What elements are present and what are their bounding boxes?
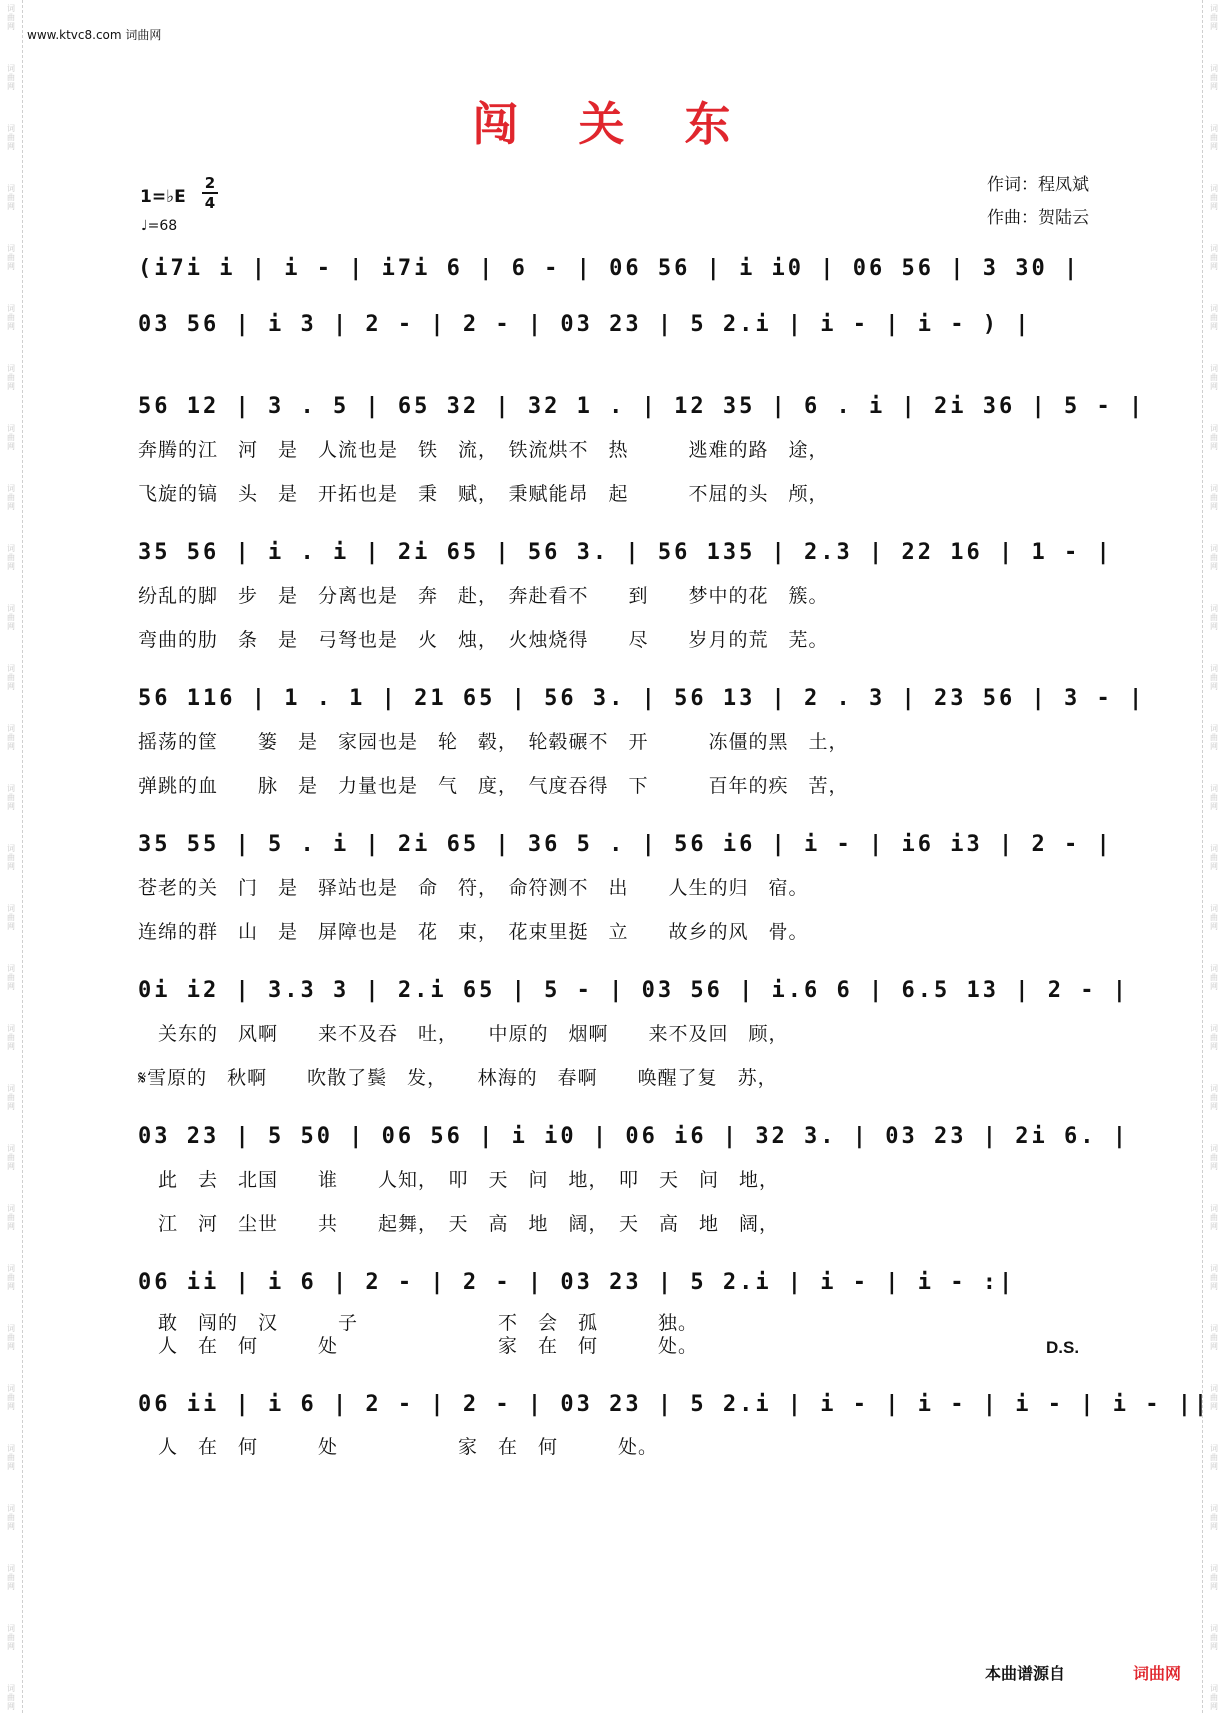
time-signature-bottom: 4 <box>204 194 216 212</box>
lyric-line-2: 飞旋的镐 头 是 开拓也是 秉 赋， 秉赋能昂 起 不屈的头 颅， <box>138 483 829 505</box>
music-line-10: 06 ii | i 6 | 2 - | 2 - | 03 23 | 5 2.i | i - | i - | i - | i - || <box>138 1392 1211 1417</box>
ds-marker: D.S. <box>1046 1338 1080 1357</box>
watermark-text: 词 曲 网 <box>7 964 15 991</box>
watermark-text: 词 曲 网 <box>1210 784 1218 811</box>
watermark-text: 词 曲 网 <box>1210 1564 1218 1591</box>
watermark-text: 词 曲 网 <box>1210 244 1218 271</box>
music-line-6: 35 55 | 5 . i | 2i 65 | 36 5 . | 56 i6 | i - | i6 i3 | 2 - | <box>138 832 1113 857</box>
watermark-text: 词 曲 网 <box>1210 1324 1218 1351</box>
lyric-line-4: 弯曲的肋 条 是 弓弩也是 火 烛， 火烛烧得 尽 岁月的荒 芜。 <box>138 629 829 651</box>
watermark-text: 词 曲 网 <box>7 724 15 751</box>
watermark-text: 词 曲 网 <box>7 1024 15 1051</box>
lyric-line-6: 弹跳的血 脉 是 力量也是 气 度， 气度吞得 下 百年的疾 苦， <box>138 775 849 797</box>
footer-source-label: 本曲谱源自 <box>985 1664 1066 1683</box>
lyric-line-12: 江 河 尘世 共 起舞， 天 高 地 阔， 天 高 地 阔， <box>138 1213 780 1235</box>
watermark-text: 词 曲 网 <box>7 1204 15 1231</box>
watermark-text: 词 曲 网 <box>1210 1384 1218 1411</box>
watermark-text: 词 曲 网 <box>1210 1264 1218 1291</box>
music-line-3: 56 12 | 3 . 5 | 65 32 | 32 1 . | 12 35 | 6 . i | 2i 36 | 5 - | <box>138 394 1146 419</box>
watermark-text: 词 曲 网 <box>7 1384 15 1411</box>
watermark-text: 词 曲 网 <box>1210 544 1218 571</box>
watermark-text: 词 曲 网 <box>7 1684 15 1711</box>
watermark-text: 词 曲 网 <box>1210 1624 1218 1651</box>
time-signature-top: 2 <box>204 174 216 192</box>
watermark-text: 词 曲 网 <box>7 1144 15 1171</box>
watermark-text: 词 曲 网 <box>1210 64 1218 91</box>
music-line-8: 03 23 | 5 50 | 06 56 | i i0 | 06 i6 | 32 3. | 03 23 | 2i 6. | <box>138 1124 1129 1149</box>
lyric-line-1: 奔腾的江 河 是 人流也是 铁 流， 铁流烘不 热 逃难的路 途， <box>138 439 829 461</box>
watermark-text: 词 曲 网 <box>7 364 15 391</box>
music-line-4: 35 56 | i . i | 2i 65 | 56 3. | 56 135 | 2.3 | 22 16 | 1 - | <box>138 540 1113 565</box>
watermark-text: 词 曲 网 <box>7 124 15 151</box>
watermark-text: 词 曲 网 <box>7 1324 15 1351</box>
watermark-text: 词 曲 网 <box>7 424 15 451</box>
watermark-text: 词 曲 网 <box>1210 124 1218 151</box>
lyric-line-7: 苍老的关 门 是 驿站也是 命 符， 命符测不 出 人生的归 宿。 <box>138 877 809 899</box>
music-line-9: 06 ii | i 6 | 2 - | 2 - | 03 23 | 5 2.i | i - | i - :| <box>138 1270 1016 1295</box>
watermark-text: 词 曲 网 <box>7 844 15 871</box>
watermark-text: 词 曲 网 <box>1210 964 1218 991</box>
watermark-text: 词 曲 网 <box>7 784 15 811</box>
watermark-text: 词 曲 网 <box>1210 604 1218 631</box>
watermark-text: 词 曲 网 <box>1210 1024 1218 1051</box>
watermark-text: 词 曲 网 <box>7 1624 15 1651</box>
lyric-line-9: 关东的 风啊 来不及吞 吐， 中原的 烟啊 来不及回 顾， <box>138 1023 789 1045</box>
watermark-text: 词 曲 网 <box>1210 364 1218 391</box>
lyric-line-14: 人 在 何 处 家 在 何 处。 <box>138 1335 699 1357</box>
time-signature <box>202 175 218 211</box>
watermark-text: 词 曲 网 <box>1210 484 1218 511</box>
watermark-text: 词 曲 网 <box>1210 4 1218 31</box>
watermark-text: 词 曲 网 <box>1210 1084 1218 1111</box>
watermark-text: 词 曲 网 <box>7 484 15 511</box>
lyric-line-11: 此 去 北国 谁 人知， 叩 天 问 地， 叩 天 问 地， <box>138 1169 780 1191</box>
music-line-1: (i7i i | i - | i7i 6 | 6 - | 06 56 | i i0 | 06 56 | 3 30 | <box>138 256 1081 281</box>
lyric-line-8: 连绵的群 山 是 屏障也是 花 束， 花束里挺 立 故乡的风 骨。 <box>138 921 809 943</box>
watermark-text: 词 曲 网 <box>7 1264 15 1291</box>
watermark-text: 词 曲 网 <box>7 664 15 691</box>
watermark-text: 词 曲 网 <box>7 1084 15 1111</box>
lyric-line-10: 𝄋雪原的 秋啊 吹散了鬓 发， 林海的 春啊 唤醒了复 苏， <box>138 1067 778 1089</box>
watermark-text: 词 曲 网 <box>7 304 15 331</box>
watermark-text: 词 曲 网 <box>1210 1144 1218 1171</box>
music-line-5: 56 116 | 1 . 1 | 21 65 | 56 3. | 56 13 | 2 . 3 | 23 56 | 3 - | <box>138 686 1146 711</box>
footer-source-site[interactable]: 词曲网 <box>1133 1664 1182 1683</box>
key-signature: 1=♭E <box>140 187 186 207</box>
song-title: 闯 关 东 <box>472 97 753 151</box>
music-line-2: 03 56 | i 3 | 2 - | 2 - | 03 23 | 5 2.i | i - | i - ) | <box>138 312 1032 337</box>
lyric-line-13: 敢 闯的 汉 子 不 会 孤 独。 <box>138 1312 699 1334</box>
music-line-7: 0i i2 | 3.3 3 | 2.i 65 | 5 - | 03 56 | i.6 6 | 6.5 13 | 2 - | <box>138 978 1129 1003</box>
watermark-text: 词 曲 网 <box>1210 664 1218 691</box>
watermark-text: 词 曲 网 <box>7 4 15 31</box>
lyric-line-3: 纷乱的脚 步 是 分离也是 奔 赴， 奔赴看不 到 梦中的花 簇。 <box>138 585 829 607</box>
watermark-text: 词 曲 网 <box>1210 424 1218 451</box>
watermark-text: 词 曲 网 <box>7 184 15 211</box>
watermark-text: 词 曲 网 <box>7 1504 15 1531</box>
watermark-text: 词 曲 网 <box>7 64 15 91</box>
tempo-marking: ♩=68 <box>141 218 178 234</box>
site-url[interactable]: www.ktvc8.com 词曲网 <box>27 28 162 42</box>
watermark-text: 词 曲 网 <box>1210 844 1218 871</box>
watermark-text: 词 曲 网 <box>1210 184 1218 211</box>
watermark-text: 词 曲 网 <box>7 1444 15 1471</box>
watermark-text: 词 曲 网 <box>7 1564 15 1591</box>
watermark-text: 词 曲 网 <box>1210 724 1218 751</box>
watermark-text: 词 曲 网 <box>7 244 15 271</box>
watermark-text: 词 曲 网 <box>1210 1684 1218 1711</box>
watermark-text: 词 曲 网 <box>7 904 15 931</box>
watermark-text: 词 曲 网 <box>1210 904 1218 931</box>
lyric-line-5: 摇荡的筐 篓 是 家园也是 轮 毂， 轮毂碾不 开 冻僵的黑 土， <box>138 731 849 753</box>
watermark-text: 词 曲 网 <box>1210 1444 1218 1471</box>
watermark-text: 词 曲 网 <box>1210 1204 1218 1231</box>
left-watermark-strip <box>0 0 23 1713</box>
composer-credit: 作曲：贺陆云 <box>987 208 1089 228</box>
lyric-line-15: 人 在 何 处 家 在 何 处。 <box>138 1436 659 1458</box>
watermark-text: 词 曲 网 <box>7 604 15 631</box>
watermark-text: 词 曲 网 <box>1210 1504 1218 1531</box>
lyricist-credit: 作词：程凤斌 <box>987 175 1089 195</box>
watermark-text: 词 曲 网 <box>7 544 15 571</box>
watermark-text: 词 曲 网 <box>1210 304 1218 331</box>
right-watermark-strip <box>1202 0 1225 1713</box>
